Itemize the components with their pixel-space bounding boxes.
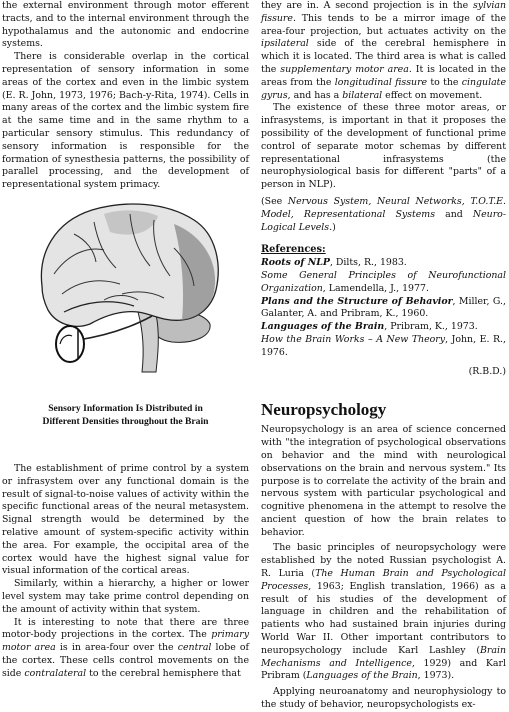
paragraph: the external environment through motor efferent tracts, and to the internal environment through the hypothalamus and the autonomic and endocrine systems. xyxy=(2,0,249,50)
references-heading: References: xyxy=(261,244,326,256)
brain-figure xyxy=(34,194,224,386)
paragraph: The basic principles of neuropsychology were established by the noted Russian psychologist A. R. Luria (The Human Brain and Psychological Processes, 1963; English translation, 1966) as a result of his studies of the development of language in children and the rehabilitation of patients who had sustained brain injuries during World War II. Other important contributors to neuropsychology include Karl Lashley (Brain Mechanisms and Intelligence, 1929) and Karl Pribram (Languages of the Brain, 1973). xyxy=(261,542,506,682)
right-column xyxy=(261,0,506,712)
figure-caption xyxy=(2,403,249,428)
author-initials: (R.B.D.) xyxy=(468,365,506,377)
paragraph: The establishment of prime control by a system or infrasystem over any functional domain is the result of signal-to-noise values of activity within the specific functional areas of the neural metasystem. Signal strength would be determined by the relative amount of system-specific activity within the area. For example, the occipital area of the cortex would have the highest signal value for visual information of the cortical areas. xyxy=(2,463,249,577)
paragraph: they are in. A second projection is in the sylvian fissure. This tends to be a mirror image of the area-four projection, but actuates activity on the ipsilateral side of the cerebral hemisphere in which it is located. The third area is what is called the supplementary motor area. It is located in the areas from the longitudinal fissure to the cingulate gyrus, and has a bilateral effect on movement. xyxy=(261,0,506,101)
left-column-bottom xyxy=(2,463,249,681)
paragraph: The existence of these three motor areas, or infrasystems, is important in that it proposes the possibility of the development of functional prime control of separate motor schemas by different representational infrasystems (the neurophysiological basis for different "parts" of a person in NLP). xyxy=(261,102,506,191)
reference-item: Languages of the Brain, Pribram, K., 1973. xyxy=(261,321,478,333)
caption-line: Different Densities throughout the Brain xyxy=(42,415,209,427)
paragraph: It is interesting to note that there are three motor-body projections in the cortex. The primary motor area is in area-four over the central lobe of the cortex. These cells control movements on the side contralateral to the cerebral hemisphere that xyxy=(2,616,249,679)
neuropsychology-section xyxy=(261,400,506,712)
reference-item: Plans and the Structure of Behavior, Miller, G., Galanter, A. and Pribram, K., 1960. xyxy=(261,295,506,320)
caption-line: Sensory Information Is Distributed in xyxy=(48,403,203,414)
paragraph: Applying neuroanatomy and neurophysiology to the study of behavior, neuropsychologists ex- xyxy=(261,686,506,711)
paragraph: There is considerable overlap in the cortical representation of sensory information in some areas of the cortex and even in the limbic system (E. R. John, 1973, 1976; Bach-y-Rita, 1974). Cells in many areas of the cortex and the limbic system fire at the same time and in the same rhythm to a particular sensory stimulus. This redundancy of sensory information is responsible for the formation of synesthesia patterns, the possibility of parallel processing, and the development of representational system primacy. xyxy=(2,51,249,191)
section-heading: Neuropsychology xyxy=(261,400,387,420)
paragraph: Neuropsychology is an area of science concerned with "the integration of psychological observations on behavior and the mind with neurological observations on the brain and nervous system." Its purpose is to correlate the activity of the brain and nervous system with particular psychological and cognitive phenomena in the attempt to resolve the ancient question of how the brain relates to behavior. xyxy=(261,424,506,538)
reference-item: Some General Principles of Neurofunctional Organization, Lamendella, J., 1977. xyxy=(261,269,506,294)
reference-item: How the Brain Works – A New Theory, John, E. R., 1976. xyxy=(261,333,506,358)
see-also: (See Nervous System, Neural Networks, T.O.T.E. Model, Representational Systems and Neuro-Logical Levels.) xyxy=(261,195,507,233)
brain-illustration xyxy=(34,194,224,386)
reference-item: Roots of NLP, Dilts, R., 1983. xyxy=(261,257,407,269)
left-column-top xyxy=(2,0,249,192)
references xyxy=(261,244,506,378)
paragraph: Similarly, within a hierarchy, a higher or lower level system may take prime control depending on the amount of activity within that system. xyxy=(2,578,249,615)
